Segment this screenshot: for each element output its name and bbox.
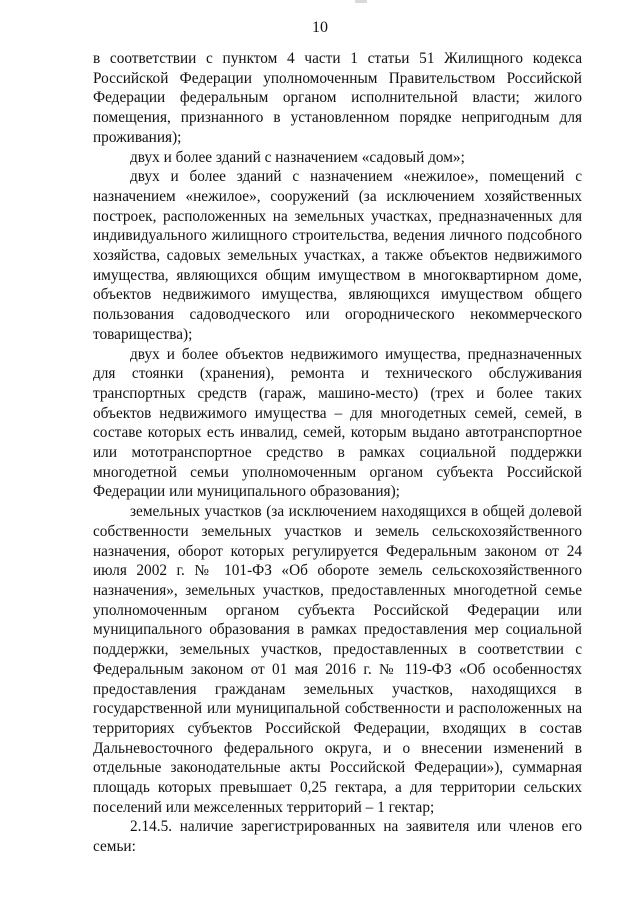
paragraph-3: двух и более зданий с назначением «нежилое», помещений с назначением «нежилое», сооружений (за исключением хозяйственных построек, расположенных на земельных участках, предназначенных для индивидуального жилищного строительства, ведения личного подсобного хозяйства, садовых земельных участках, а также объектов недвижимого имущества, являющихся общим имуществом в многоквартирном доме, объектов недвижимого имущества, являющихся имуществом общего пользования садоводческого или огороднического некоммерческого товарищества);	[93, 168, 582, 343]
document-body	[93, 49, 582, 857]
scan-mark	[355, 0, 367, 3]
paragraph-4: двух и более объектов недвижимого имущества, предназначенных для стоянки (хранения), ремонта и технического обслуживания транспортных средств (гараж, машино-место) (трех и более таких объектов недвижимого имущества – для многодетных семей, семей, в составе которых есть инвалид, семей, которым выдано автотранспортное или мототранспортное средство в рамках социальной поддержки многодетной семьи уполномоченным органом субъекта Российской Федерации или муниципального образования);	[93, 345, 582, 501]
paragraph-6: 2.14.5. наличие зарегистрированных на заявителя или членов его семьи:	[93, 818, 582, 856]
page-number: 10	[312, 19, 328, 36]
paragraph-2: двух и более зданий с назначением «садовый дом»;	[130, 148, 465, 166]
paragraph-5: земельных участков (за исключением находящихся в общей долевой собственности земельных участков и земель сельскохозяйственного назначения, оборот которых регулируется Федеральным законом от 24 июля 2002 г. № 101-ФЗ «Об обороте земель сельскохозяйственного назначения», земельных участков, предоставленных многодетной семье уполномоченным органом субъекта Российской Федерации или муниципального образования в рамках предоставления мер социальной поддержки, земельных участков, предоставленных в соответствии с Федеральным законом от 01 мая 2016 г. № 119-ФЗ «Об особенностях предоставления гражданам земельных участков, находящихся в государственной или муниципальной собственности и расположенных на территориях субъектов Российской Федерации, входящих в состав Дальневосточного федерального округа, и о внесении изменений в отдельные законодательные акты Российской Федерации»), суммарная площадь которых превышает 0,25 гектара, а для территории сельских поселений или межселенных территорий – 1 гектар;	[93, 503, 582, 816]
paragraph-1: в соответствии с пунктом 4 части 1 статьи 51 Жилищного кодекса Российской Федерации уполномоченным Правительством Российской Федерации федеральным органом исполнительной власти; жилого помещения, признанного в установленном порядке непригодным для проживания);	[93, 50, 582, 146]
